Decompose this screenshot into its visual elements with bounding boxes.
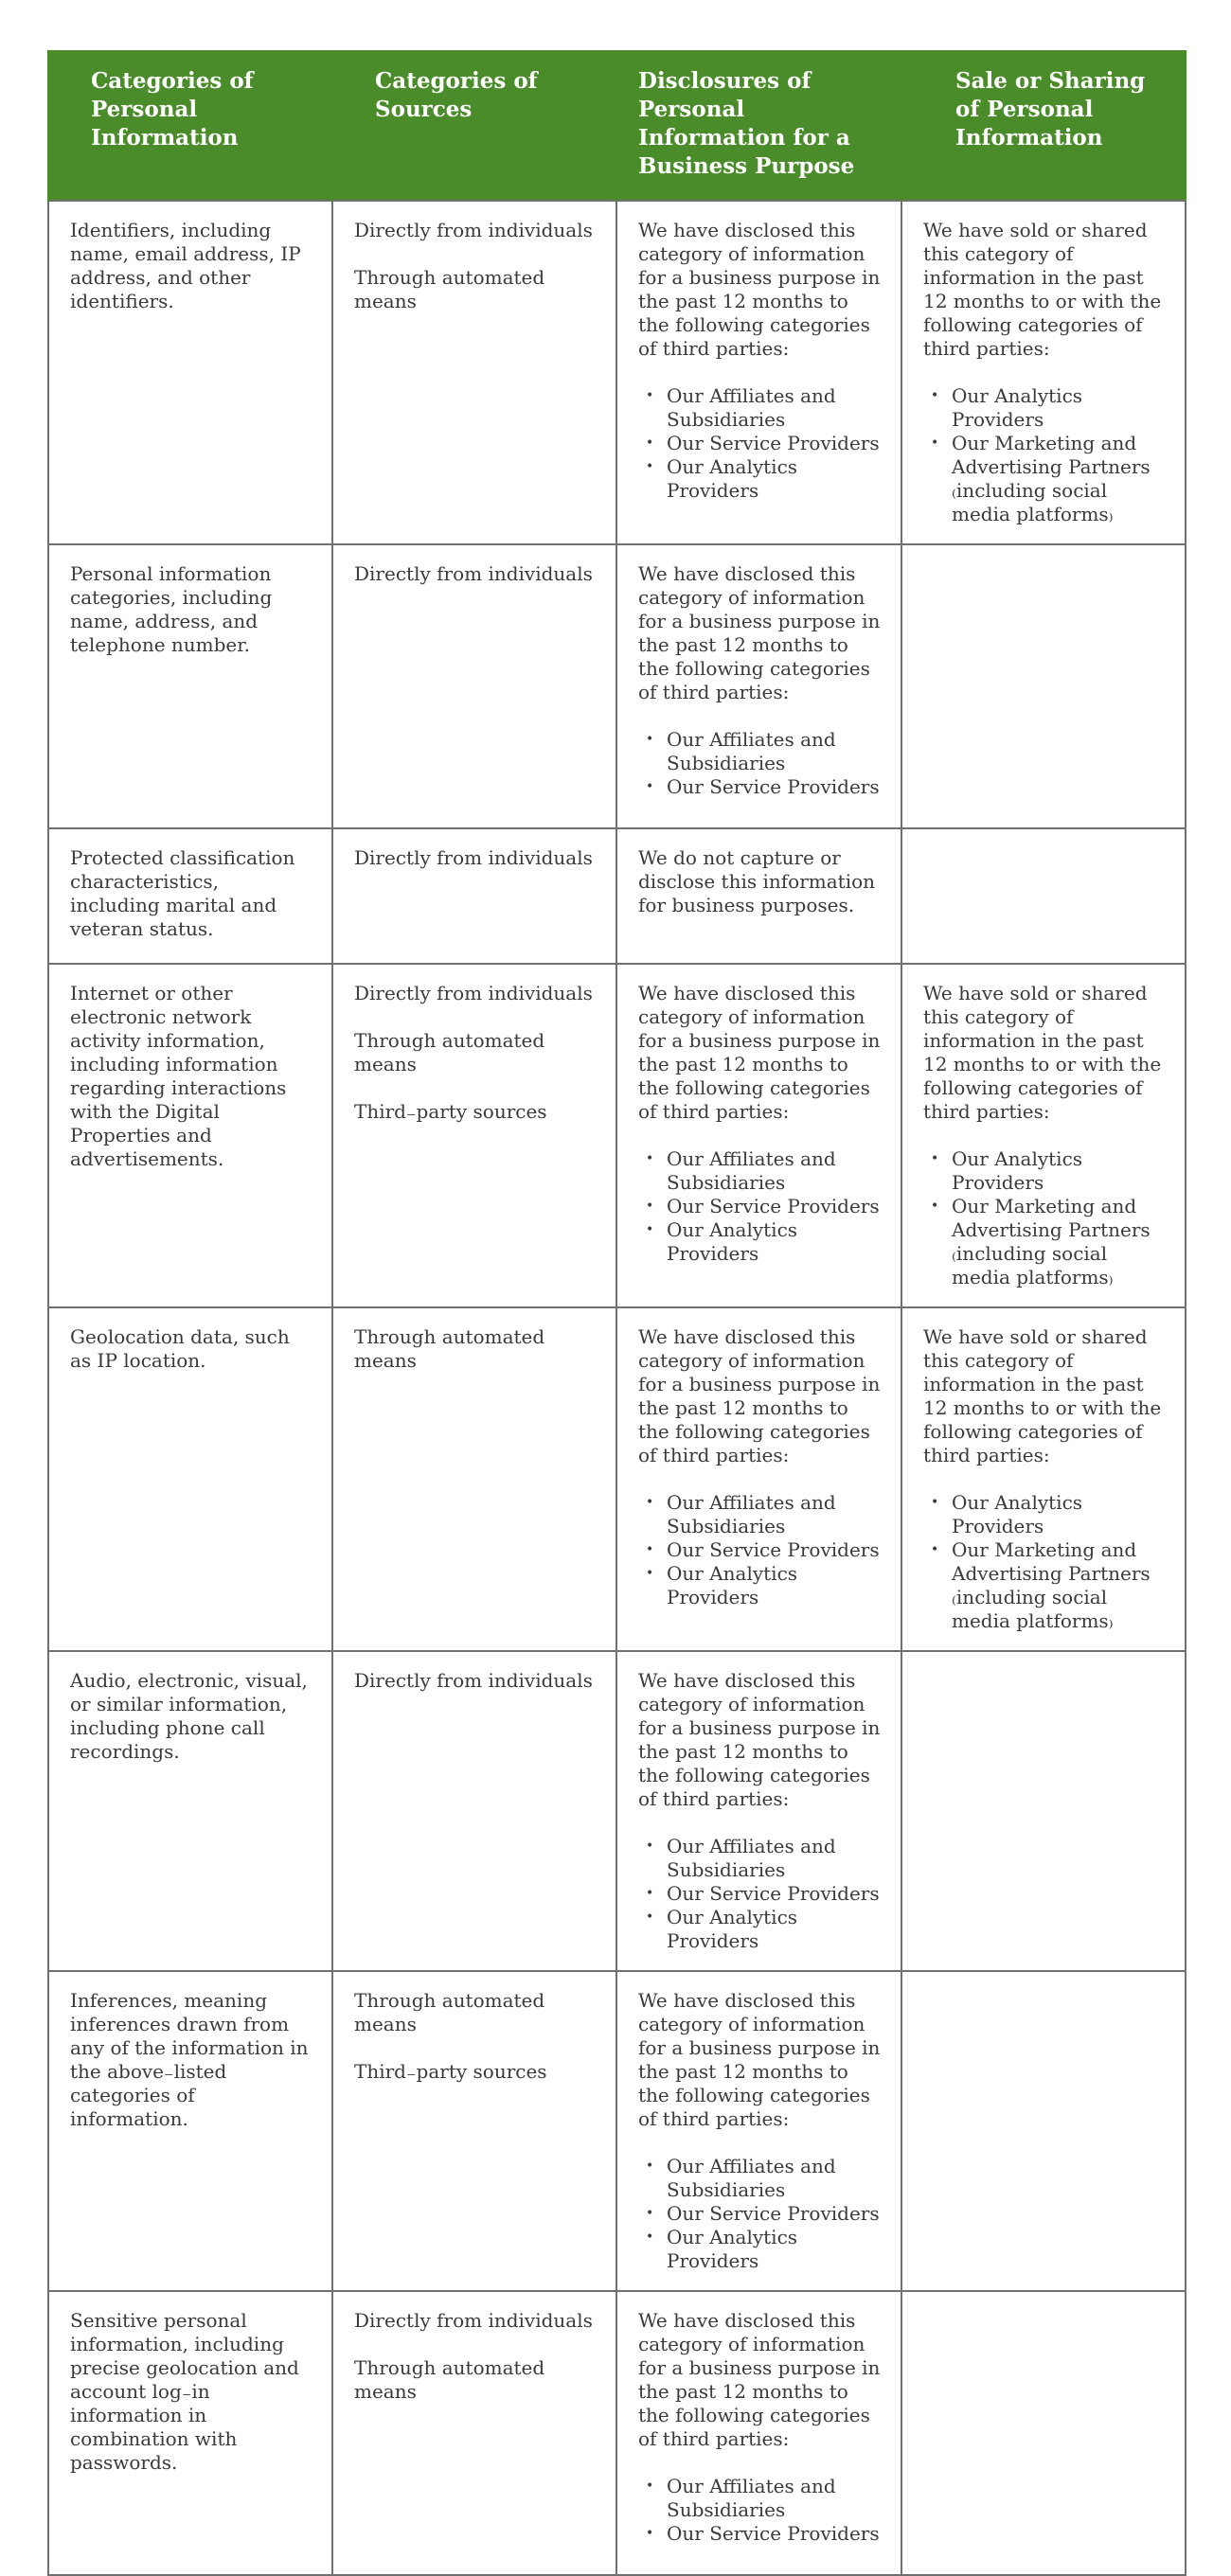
cell-sources	[332, 828, 616, 964]
cell-sale-or-sharing	[901, 1307, 1186, 1651]
disclosure-text: We have disclosed this category of information for a business purpose in the past 12 months to the following categories of third parties:	[638, 1325, 881, 1466]
sale-text: We have sold or shared this category of information in the past 12 months to or with the following categories of third parties:	[923, 982, 1162, 1123]
cell-category	[48, 1971, 332, 2291]
disclosure-text: We have disclosed this category of information for a business purpose in the past 12 months to the following categories of third parties:	[638, 1669, 881, 1810]
source-text: Through automated means	[354, 1325, 545, 1372]
source-text: Through automated means	[354, 1029, 545, 1075]
source-text: Directly from individuals	[354, 219, 593, 241]
list-item: • Our Affiliates and Subsidiaries	[667, 1491, 882, 1538]
cell-category	[48, 201, 332, 544]
personal-information-table	[47, 50, 1186, 2576]
cell-disclosures	[616, 964, 901, 1307]
category-text: Internet or other electronic network activity information, including information regarding interactions with the Digital Properties and advertisements.	[70, 982, 287, 1170]
header-sale-or-sharing: Sale or Sharing of Personal Information	[901, 50, 1186, 201]
header-categories-of-personal-information: Categories of Personal Information	[48, 50, 332, 201]
cell-sale-or-sharing	[901, 1971, 1186, 2291]
disclosure-list	[638, 384, 882, 503]
cell-disclosures	[616, 2291, 901, 2575]
sale-list	[923, 1491, 1169, 1633]
cell-disclosures	[616, 1651, 901, 1971]
cell-category	[48, 544, 332, 828]
cell-category	[48, 964, 332, 1307]
cell-sources	[332, 201, 616, 544]
source-text: Directly from individuals	[354, 562, 593, 585]
cell-disclosures	[616, 1971, 901, 2291]
list-item: • Our Affiliates and Subsidiaries	[667, 1835, 882, 1882]
cell-sale-or-sharing	[901, 1651, 1186, 1971]
list-item: • Our Marketing and Advertising Partners ₍including social media platforms₎	[952, 1538, 1169, 1633]
table-row	[48, 201, 1186, 544]
cell-disclosures	[616, 828, 901, 964]
list-item: • Our Affiliates and Subsidiaries	[667, 728, 882, 775]
cell-sources	[332, 2291, 616, 2575]
list-item: • Our Marketing and Advertising Partners ₍including social media platforms₎	[952, 1195, 1169, 1289]
source-text: Through automated means	[354, 1989, 545, 2035]
disclosure-text: We have disclosed this category of information for a business purpose in the past 12 months to the following categories of third parties:	[638, 219, 881, 360]
list-item: • Our Analytics Providers	[667, 455, 882, 503]
list-item: • Our Affiliates and Subsidiaries	[667, 1147, 882, 1195]
source-text: Through automated means	[354, 266, 545, 312]
cell-sale-or-sharing	[901, 828, 1186, 964]
table-row	[48, 1651, 1186, 1971]
category-text: Personal information categories, including name, address, and telephone number.	[70, 562, 273, 656]
disclosure-text: We have disclosed this category of information for a business purpose in the past 12 months to the following categories of third parties:	[638, 982, 881, 1123]
disclosure-text: We do not capture or disclose this information for business purposes.	[638, 846, 876, 916]
category-text: Inferences, meaning inferences drawn from any of the information in the above₋listed categories of information.	[70, 1989, 309, 2130]
sale-list	[923, 1147, 1169, 1289]
sale-list	[923, 384, 1169, 526]
table-row	[48, 2291, 1186, 2575]
source-text: Directly from individuals	[354, 982, 593, 1004]
list-item: • Our Service Providers	[667, 1195, 882, 1218]
cell-sources	[332, 1307, 616, 1651]
cell-category	[48, 1651, 332, 1971]
table-row	[48, 1971, 1186, 2291]
sale-text: We have sold or shared this category of information in the past 12 months to or with the following categories of third parties:	[923, 1325, 1162, 1466]
list-item: • Our Service Providers	[667, 775, 882, 799]
list-item: • Our Analytics Providers	[952, 1147, 1169, 1195]
disclosure-text: We have disclosed this category of information for a business purpose in the past 12 months to the following categories of third parties:	[638, 562, 881, 703]
cell-sale-or-sharing	[901, 964, 1186, 1307]
cell-disclosures	[616, 201, 901, 544]
table-header	[48, 50, 1186, 201]
cell-disclosures	[616, 1307, 901, 1651]
list-item: • Our Analytics Providers	[667, 1906, 882, 1953]
disclosure-list	[638, 2155, 882, 2273]
header-row	[48, 50, 1186, 201]
disclosure-list	[638, 728, 882, 799]
cell-sources	[332, 544, 616, 828]
sale-text: We have sold or shared this category of information in the past 12 months to or with the following categories of third parties:	[923, 219, 1162, 360]
source-text: Directly from individuals	[354, 846, 593, 869]
list-item: • Our Analytics Providers	[667, 2226, 882, 2273]
disclosure-list	[638, 1835, 882, 1953]
cell-sale-or-sharing	[901, 201, 1186, 544]
list-item: • Our Marketing and Advertising Partners ₍including social media platforms₎	[952, 432, 1169, 526]
table-row	[48, 1307, 1186, 1651]
list-item: • Our Service Providers	[667, 2202, 882, 2226]
disclosure-list	[638, 1491, 882, 1609]
source-text: Directly from individuals	[354, 1669, 593, 1692]
cell-category	[48, 2291, 332, 2575]
list-item: • Our Affiliates and Subsidiaries	[667, 2475, 882, 2522]
category-text: Audio, electronic, visual, or similar information, including phone call recordings.	[70, 1669, 308, 1763]
source-text: Through automated means	[354, 2356, 545, 2403]
disclosure-text: We have disclosed this category of information for a business purpose in the past 12 months to the following categories of third parties:	[638, 1989, 881, 2130]
cell-sources	[332, 964, 616, 1307]
disclosure-list	[638, 1147, 882, 1266]
disclosure-text: We have disclosed this category of information for a business purpose in the past 12 months to the following categories of third parties:	[638, 2309, 881, 2450]
source-text: Directly from individuals	[354, 2309, 593, 2332]
list-item: • Our Affiliates and Subsidiaries	[667, 2155, 882, 2202]
cell-disclosures	[616, 544, 901, 828]
list-item: • Our Analytics Providers	[952, 1491, 1169, 1538]
category-text: Sensitive personal information, including precise geolocation and account log₋in information in combination with passwords.	[70, 2309, 299, 2474]
list-item: • Our Analytics Providers	[952, 384, 1169, 432]
category-text: Geolocation data, such as IP location.	[70, 1325, 290, 1372]
list-item: • Our Analytics Providers	[667, 1562, 882, 1609]
header-disclosures-business-purpose: Disclosures of Personal Information for a Business Purpose	[616, 50, 901, 201]
cell-category	[48, 828, 332, 964]
cell-category	[48, 1307, 332, 1651]
cell-sources	[332, 1971, 616, 2291]
table-row	[48, 964, 1186, 1307]
list-item: • Our Affiliates and Subsidiaries	[667, 384, 882, 432]
disclosure-list	[638, 2475, 882, 2546]
cell-sources	[332, 1651, 616, 1971]
table-row	[48, 828, 1186, 964]
list-item: • Our Service Providers	[667, 1882, 882, 1906]
category-text: Protected classification characteristics, including marital and veteran status.	[70, 846, 295, 940]
table-body	[48, 201, 1186, 2575]
list-item: • Our Service Providers	[667, 1538, 882, 1562]
cell-sale-or-sharing	[901, 2291, 1186, 2575]
source-text: Third₋party sources	[354, 2060, 547, 2083]
list-item: • Our Service Providers	[667, 2522, 882, 2546]
table-row	[48, 544, 1186, 828]
category-text: Identifiers, including name, email address, IP address, and other identifiers.	[70, 219, 301, 312]
list-item: • Our Analytics Providers	[667, 1218, 882, 1266]
privacy-disclosure-table-wrapper	[47, 50, 1185, 2576]
header-categories-of-sources: Categories of Sources	[332, 50, 616, 201]
cell-sale-or-sharing	[901, 544, 1186, 828]
source-text: Third₋party sources	[354, 1100, 547, 1123]
list-item: • Our Service Providers	[667, 432, 882, 455]
